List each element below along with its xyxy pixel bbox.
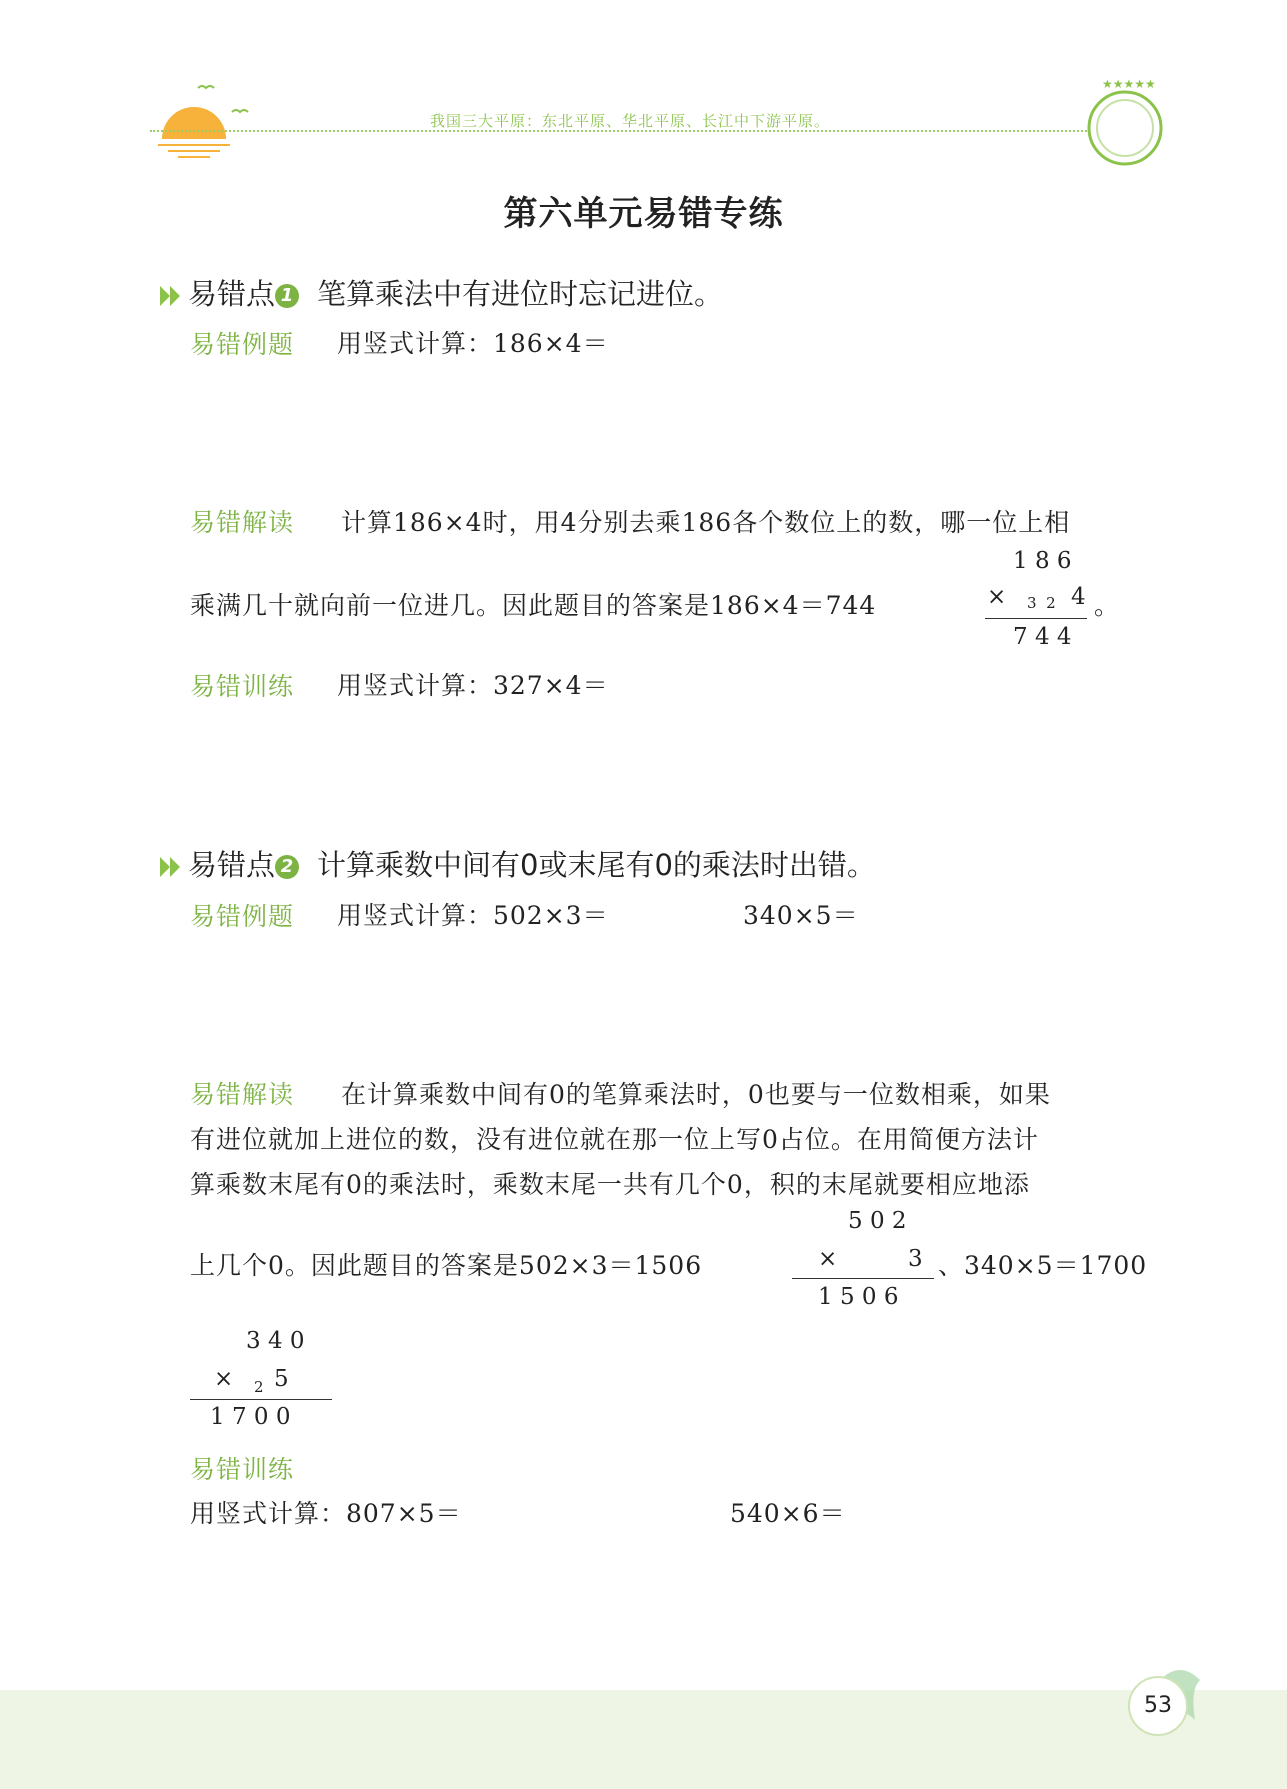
section2-train-label: 易错训练	[190, 1455, 295, 1484]
section1-number-badge: 1	[275, 284, 299, 308]
footer-band	[0, 1690, 1287, 1789]
section2-explain-line4-end: 、340×5＝1700	[938, 1251, 1148, 1280]
section2-explain-line2: 有进位就加上进位的数，没有进位就在那一位上写0占位。在用简便方法计	[190, 1125, 1039, 1154]
section2-train-text: 用竖式计算：807×5＝	[190, 1499, 462, 1528]
svg-text:★★★★★: ★★★★★	[1102, 78, 1156, 91]
header-banner: 我国三大平原：东北平原、华北平原、长江中下游平原。	[430, 112, 831, 130]
vertical-operator: ×	[818, 1246, 838, 1272]
section2-heading-text: 计算乘数中间有0或末尾有0的乘法时出错。	[317, 848, 876, 882]
section2-explain-line3: 算乘数末尾有0的乘法时，乘数末尾一共有几个0，积的末尾就要相应地添	[190, 1170, 1030, 1199]
vertical-result: 7 4 4	[1013, 624, 1072, 650]
section1-example-label: 易错例题	[190, 330, 295, 359]
vertical-result: 1 7 0 0	[210, 1404, 291, 1430]
double-arrow-icon	[158, 284, 184, 308]
vertical-carry: 2	[254, 1378, 264, 1396]
vertical-multiplier: 4	[1071, 584, 1086, 610]
vertical-rule	[190, 1399, 332, 1400]
vertical-rule	[792, 1278, 934, 1279]
page-title: 第六单元易错专练	[503, 194, 784, 234]
section2-example-label: 易错例题	[190, 902, 295, 931]
section1-example-text: 用竖式计算：186×4＝	[337, 329, 609, 358]
double-arrow-icon	[158, 855, 184, 879]
section1-heading-label: 易错点	[188, 277, 276, 311]
section1-heading	[158, 272, 723, 313]
vertical-operator: ×	[214, 1366, 234, 1392]
section2-explain-line4: 上几个0。因此题目的答案是502×3＝1506	[190, 1251, 703, 1280]
section2-example-text: 用竖式计算：502×3＝	[337, 901, 609, 930]
section1-vertical-calc	[985, 548, 1095, 658]
birds-icon	[196, 82, 250, 122]
section2-heading-label: 易错点	[188, 848, 276, 882]
section2-explain-line1: 在计算乘数中间有0的笔算乘法时，0也要与一位数相乘，如果	[341, 1080, 1051, 1109]
vertical-rule	[985, 618, 1087, 619]
section1-explain-end: 。	[1094, 591, 1121, 620]
section2-train-text2: 540×6＝	[730, 1499, 846, 1528]
vertical-operator: ×	[987, 584, 1007, 610]
section1-explain-label: 易错解读	[190, 508, 295, 537]
vertical-multiplier: 5	[274, 1366, 289, 1392]
vertical-top-number: 5 0 2	[848, 1208, 907, 1234]
section2-explain-label: 易错解读	[190, 1080, 295, 1109]
section1-heading-text: 笔算乘法中有进位时忘记进位。	[317, 277, 724, 311]
vertical-carry: 3 2	[1027, 594, 1056, 612]
page-number: 53	[1128, 1676, 1188, 1736]
vertical-result: 1 5 0 6	[818, 1284, 899, 1310]
publisher-logo-icon	[1080, 78, 1170, 168]
section2-vertical-calc-1	[792, 1208, 937, 1318]
section1-explain-line1: 计算186×4时，用4分别去乘186各个数位上的数，哪一位上相	[341, 508, 1071, 537]
section2-example-text2: 340×5＝	[743, 901, 859, 930]
section2-vertical-calc-2	[190, 1328, 335, 1438]
vertical-multiplier: 3	[908, 1246, 923, 1272]
section2-heading	[158, 843, 876, 884]
section1-train-label: 易错训练	[190, 672, 295, 701]
section2-number-badge: 2	[275, 855, 299, 879]
section1-train-text: 用竖式计算：327×4＝	[337, 671, 609, 700]
section1-explain-line2: 乘满几十就向前一位进几。因此题目的答案是186×4＝744	[190, 591, 877, 620]
vertical-top-number: 3 4 0	[246, 1328, 305, 1354]
vertical-top-number: 1 8 6	[1013, 548, 1072, 574]
